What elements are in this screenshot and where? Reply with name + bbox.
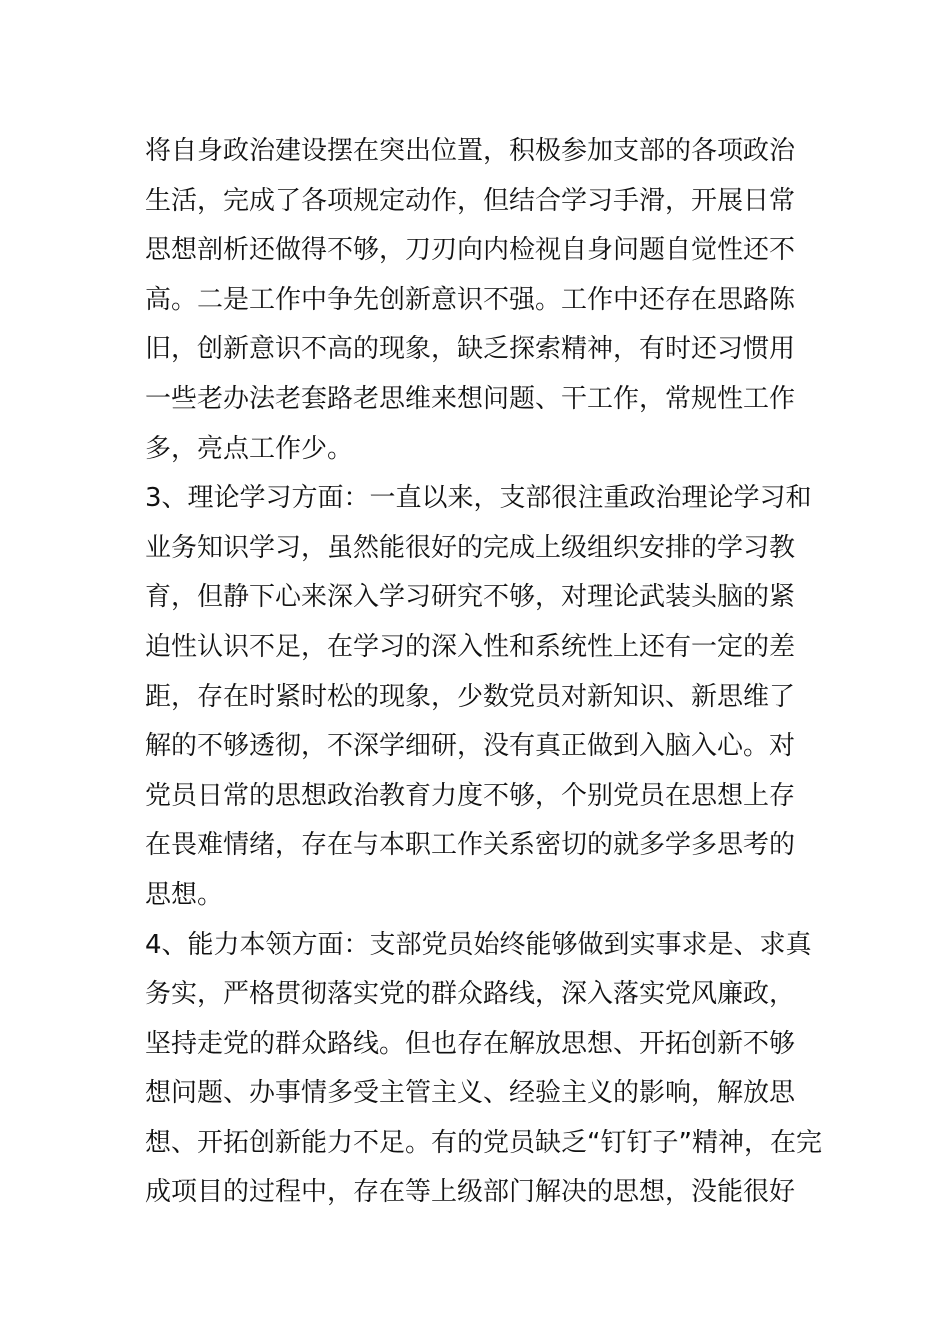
text-line: 想问题、办事情多受主管主义、经验主义的影响，解放思: [145, 1078, 796, 1109]
text-line: 将自身政治建设摆在突出位置，积极参加支部的各项政治: [145, 136, 796, 166]
text-line: 高。二是工作中争先创新意识不强。工作中还存在思路陈: [145, 284, 796, 315]
text-line: 生活，完成了各项规定动作，但结合学习手滑，开展日常: [145, 185, 796, 216]
text-line: 坚持走党的群众路线。但也存在解放思想、开拓创新不够: [145, 1028, 796, 1059]
paragraph-3: [145, 921, 822, 1219]
text-line: 迫性认识不足，在学习的深入性和系统性上还有一定的差: [145, 631, 796, 662]
body-text: [145, 127, 822, 1218]
text-line: 思想。: [145, 879, 224, 910]
text-line: 务实，严格贯彻落实党的群众路线，深入落实党风廉政，: [145, 979, 796, 1010]
text-line: 解的不够透彻，不深学细研，没有真正做到入脑入心。对: [145, 731, 796, 762]
text-line: 想、开拓创新能力不足。有的党员缺乏“钉钉子”精神，在完: [145, 1127, 822, 1158]
text-line: 成项目的过程中，存在等上级部门解决的思想，没能很好: [145, 1177, 796, 1208]
text-line: 距，存在时紧时松的现象，少数党员对新知识、新思维了: [145, 681, 796, 712]
text-line: 育，但静下心来深入学习研究不够，对理论武装头脑的紧: [145, 582, 796, 613]
text-line: 3、理论学习方面：一直以来，支部很注重政治理论学习和: [145, 483, 812, 514]
text-line: 业务知识学习，虽然能很好的完成上级组织安排的学习教: [145, 532, 796, 563]
text-line: 旧，创新意识不高的现象，缺乏探索精神，有时还习惯用: [145, 334, 796, 365]
text-line: 4、能力本领方面：支部党员始终能够做到实事求是、求真: [145, 929, 812, 960]
paragraph-1: [145, 127, 815, 474]
text-line: 多，亮点工作少。: [145, 433, 354, 464]
paragraph-2: [145, 474, 815, 920]
text-line: 在畏难情绪，存在与本职工作关系密切的就多学多思考的: [145, 830, 796, 861]
text-line: 党员日常的思想政治教育力度不够，个别党员在思想上存: [145, 780, 796, 811]
text-line: 一些老办法老套路老思维来想问题、干工作，常规性工作: [145, 383, 796, 414]
text-line: 思想剖析还做得不够，刀刃向内检视自身问题自觉性还不: [145, 235, 796, 266]
